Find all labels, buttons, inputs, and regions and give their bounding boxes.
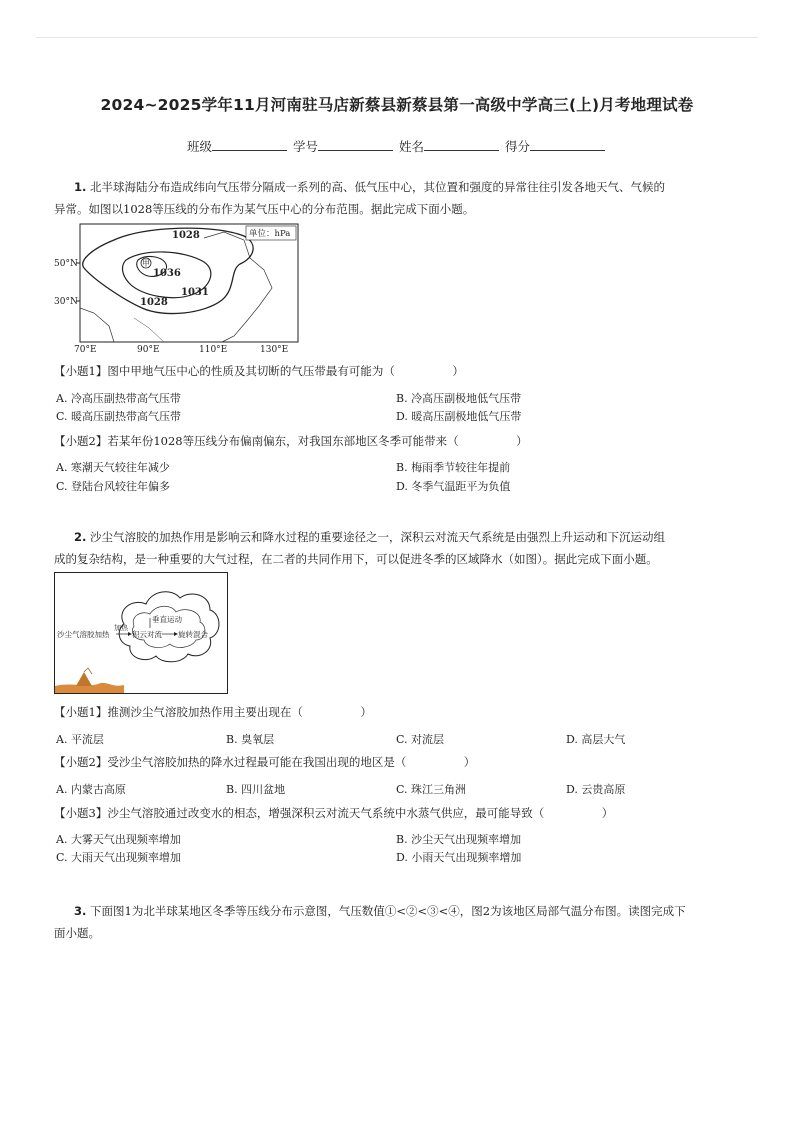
info-label-id: 学号 — [292, 139, 318, 154]
q2-text-line2: 成的复杂结构，是一种重要的大气过程，在二者的共同作用下，可以促进冬季的区域降水（如图）。据此完成下面小题。 — [54, 552, 658, 566]
score-blank[interactable] — [530, 138, 605, 151]
q2-sub3-option-c[interactable]: C. 大雨天气出现频率增加 — [56, 851, 182, 864]
isobar-label-1036: 1036 — [153, 268, 181, 279]
q1-sub2-stem: 【小题2】若某年份1028等压线分布偏南偏东，对我国东部地区冬季可能带来（ ） — [54, 434, 528, 448]
q3-text — [54, 900, 744, 944]
page-title: 2024~2025学年11月河南驻马店新蔡县新蔡县第一高级中学高三(上)月考地理试卷 — [100, 96, 694, 114]
diagram-source-label: 沙尘气溶胶加热 — [57, 630, 110, 639]
cloud-label-rotation-mixing: 旋转混合 — [178, 630, 208, 639]
q1-sub2-option-c[interactable]: C. 登陆台风较往年偏多 — [56, 480, 171, 493]
isobar-label-1031: 1031 — [181, 287, 209, 298]
q2-sub3-option-b[interactable]: B. 沙尘天气出现频率增加 — [396, 833, 522, 846]
header-divider — [36, 37, 758, 38]
q1-text-line2: 异常。如图以1028等压线的分布作为某气压中心的分布范围。据此完成下面小题。 — [54, 202, 475, 216]
q2-sub2-option-b[interactable]: B. 四川盆地 — [226, 783, 286, 796]
q2-sub1-stem: 【小题1】推测沙尘气溶胶加热作用主要出现在（ ） — [54, 705, 372, 719]
q2-cloud-diagram — [54, 572, 228, 694]
isobar-label-1028-top: 1028 — [172, 230, 200, 241]
q2-sub1-option-d[interactable]: D. 高层大气 — [566, 733, 626, 746]
name-blank[interactable] — [424, 138, 499, 151]
cloud-label-cumulus: 积云对流 — [132, 630, 162, 639]
q2-sub2-option-a[interactable]: A. 内蒙古高原 — [56, 783, 126, 796]
lon-label-130e: 130°E — [260, 345, 289, 355]
q2-sub2-option-c[interactable]: C. 珠江三角洲 — [396, 783, 467, 796]
cloud-label-vertical-motion: 垂直运动 — [152, 615, 182, 624]
info-label-class: 班级 — [186, 139, 212, 154]
q2-sub1-option-b[interactable]: B. 臭氧层 — [226, 733, 275, 746]
q2-sub1-option-c[interactable]: C. 对流层 — [396, 733, 445, 746]
q2-text — [54, 526, 744, 570]
q1-sub1-stem: 【小题1】图中甲地气压中心的性质及其切断的气压带最有可能为（ ） — [54, 364, 464, 378]
q1-text — [54, 176, 744, 220]
q1-sub1-option-a[interactable]: A. 冷高压副热带高气压带 — [56, 392, 181, 405]
q3-text-line2: 面小题。 — [54, 926, 100, 940]
q1-sub1-option-d[interactable]: D. 暖高压副极地低气压带 — [396, 410, 522, 423]
q3-text-line1: 下面图1为北半球某地区冬季等压线分布示意图，气压数值①<②<③<④，图2为该地区局部气温分布图。读图完成下 — [90, 904, 686, 918]
info-label-name: 姓名 — [398, 139, 424, 154]
lat-label-30n: 30°N — [54, 297, 78, 307]
map-unit-label: 单位：hPa — [249, 229, 291, 239]
lon-label-110e: 110°E — [199, 345, 228, 355]
q2-number: 2. — [74, 530, 87, 544]
q2-sub2-option-d[interactable]: D. 云贵高原 — [566, 783, 626, 796]
q3-number: 3. — [74, 904, 87, 918]
q1-sub1-option-b[interactable]: B. 冷高压副极地低气压带 — [396, 392, 522, 405]
q1-sub2-option-d[interactable]: D. 冬季气温距平为负值 — [396, 480, 511, 493]
q1-text-line1: 北半球海陆分布造成纬向气压带分隔成一系列的高、低气压中心，其位置和强度的异常往往引发各地天气、气候的 — [90, 180, 666, 194]
student-info-line — [0, 137, 794, 155]
diagram-arrow-label: 加热 — [114, 624, 128, 632]
q1-number: 1. — [74, 180, 87, 194]
lon-label-70e: 70°E — [74, 345, 97, 355]
q2-sub1-option-a[interactable]: A. 平流层 — [56, 733, 104, 746]
q1-pressure-map — [54, 218, 304, 356]
q1-sub1-option-c[interactable]: C. 暖高压副热带高气压带 — [56, 410, 182, 423]
class-blank[interactable] — [212, 138, 287, 151]
lat-label-50n: 50°N — [54, 259, 78, 269]
q2-sub3-option-d[interactable]: D. 小雨天气出现频率增加 — [396, 851, 522, 864]
q1-sub2-option-b[interactable]: B. 梅雨季节较往年提前 — [396, 461, 511, 474]
lon-label-90e: 90°E — [137, 345, 160, 355]
id-blank[interactable] — [318, 138, 393, 151]
q2-sub3-stem: 【小题3】沙尘气溶胶通过改变水的相态，增强深积云对流天气系统中水蒸气供应，最可能导致（ ） — [54, 806, 614, 820]
map-marker-jia: 甲 — [142, 259, 150, 268]
isobar-label-1028-bottom: 1028 — [140, 297, 168, 308]
q2-sub3-option-a[interactable]: A. 大雾天气出现频率增加 — [56, 833, 181, 846]
q2-sub2-stem: 【小题2】受沙尘气溶胶加热的降水过程最可能在我国出现的地区是（ ） — [54, 755, 476, 769]
q2-text-line1: 沙尘气溶胶的加热作用是影响云和降水过程的重要途径之一，深积云对流天气系统是由强烈上升运动和下沉运动组 — [90, 530, 666, 544]
q1-sub2-option-a[interactable]: A. 寒潮天气较往年减少 — [56, 461, 170, 474]
info-label-score: 得分 — [504, 139, 530, 154]
